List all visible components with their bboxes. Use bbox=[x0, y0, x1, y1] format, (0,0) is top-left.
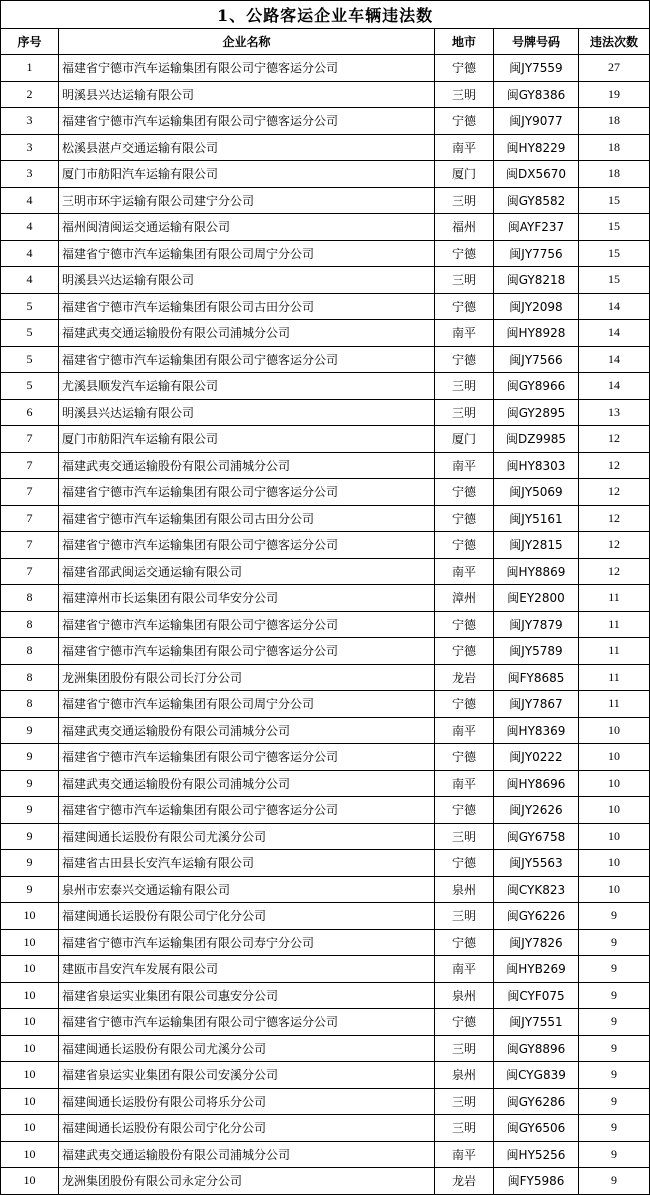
cell-count: 9 bbox=[579, 903, 650, 930]
cell-company: 福建省泉运实业集团有限公司安溪分公司 bbox=[59, 1062, 435, 1089]
cell-city: 宁德 bbox=[435, 108, 494, 135]
table-row bbox=[1, 293, 650, 320]
cell-company: 福建漳州市长运集团有限公司华安分公司 bbox=[59, 585, 435, 612]
cell-rank: 8 bbox=[1, 664, 59, 691]
header-count: 违法次数 bbox=[579, 29, 650, 55]
cell-plate: 闽JY2626 bbox=[494, 797, 579, 824]
cell-rank: 10 bbox=[1, 1141, 59, 1168]
cell-rank: 3 bbox=[1, 161, 59, 188]
cell-plate: 闽JY7867 bbox=[494, 691, 579, 718]
cell-rank: 10 bbox=[1, 1168, 59, 1195]
cell-count: 11 bbox=[579, 664, 650, 691]
cell-count: 9 bbox=[579, 1062, 650, 1089]
cell-company: 松溪县湛卢交通运输有限公司 bbox=[59, 134, 435, 161]
table-row bbox=[1, 532, 650, 559]
cell-city: 宁德 bbox=[435, 293, 494, 320]
cell-rank: 7 bbox=[1, 505, 59, 532]
cell-rank: 10 bbox=[1, 903, 59, 930]
table-row bbox=[1, 1062, 650, 1089]
cell-count: 9 bbox=[579, 1168, 650, 1195]
cell-company: 明溪县兴达运输有限公司 bbox=[59, 81, 435, 108]
cell-count: 12 bbox=[579, 558, 650, 585]
cell-rank: 9 bbox=[1, 823, 59, 850]
cell-company: 福建省宁德市汽车运输集团有限公司宁德客运分公司 bbox=[59, 797, 435, 824]
cell-company: 尤溪县顺发汽车运输有限公司 bbox=[59, 373, 435, 400]
cell-count: 10 bbox=[579, 850, 650, 877]
table-row bbox=[1, 346, 650, 373]
cell-rank: 4 bbox=[1, 240, 59, 267]
table-row bbox=[1, 1115, 650, 1142]
table-row bbox=[1, 982, 650, 1009]
cell-company: 龙洲集团股份有限公司长汀分公司 bbox=[59, 664, 435, 691]
table-row bbox=[1, 1168, 650, 1195]
cell-city: 宁德 bbox=[435, 55, 494, 82]
cell-count: 14 bbox=[579, 346, 650, 373]
table-row bbox=[1, 161, 650, 188]
cell-rank: 9 bbox=[1, 770, 59, 797]
table-row bbox=[1, 664, 650, 691]
table-row bbox=[1, 1009, 650, 1036]
header-company: 企业名称 bbox=[59, 29, 435, 55]
cell-count: 9 bbox=[579, 1115, 650, 1142]
cell-company: 建瓯市昌安汽车发展有限公司 bbox=[59, 956, 435, 983]
cell-plate: 闽HY8303 bbox=[494, 452, 579, 479]
cell-company: 福建闽通长运股份有限公司尤溪分公司 bbox=[59, 1035, 435, 1062]
table-row bbox=[1, 108, 650, 135]
cell-company: 福建武夷交通运输股份有限公司浦城分公司 bbox=[59, 717, 435, 744]
cell-company: 福建省宁德市汽车运输集团有限公司宁德客运分公司 bbox=[59, 55, 435, 82]
cell-plate: 闽FY5986 bbox=[494, 1168, 579, 1195]
cell-rank: 10 bbox=[1, 1009, 59, 1036]
table-body bbox=[1, 55, 650, 1195]
cell-company: 厦门市舫阳汽车运输有限公司 bbox=[59, 426, 435, 453]
table-row bbox=[1, 505, 650, 532]
cell-plate: 闽DX5670 bbox=[494, 161, 579, 188]
cell-plate: 闽JY7559 bbox=[494, 55, 579, 82]
cell-rank: 7 bbox=[1, 479, 59, 506]
cell-count: 15 bbox=[579, 187, 650, 214]
table-row bbox=[1, 744, 650, 771]
cell-city: 三明 bbox=[435, 1115, 494, 1142]
cell-company: 厦门市舫阳汽车运输有限公司 bbox=[59, 161, 435, 188]
cell-count: 11 bbox=[579, 691, 650, 718]
table-row bbox=[1, 797, 650, 824]
cell-rank: 9 bbox=[1, 850, 59, 877]
table-row bbox=[1, 1035, 650, 1062]
cell-count: 10 bbox=[579, 770, 650, 797]
cell-plate: 闽JY9077 bbox=[494, 108, 579, 135]
cell-rank: 10 bbox=[1, 1035, 59, 1062]
cell-rank: 10 bbox=[1, 929, 59, 956]
cell-company: 福建省古田县长安汽车运输有限公司 bbox=[59, 850, 435, 877]
cell-company: 明溪县兴达运输有限公司 bbox=[59, 399, 435, 426]
cell-city: 三明 bbox=[435, 1088, 494, 1115]
cell-rank: 8 bbox=[1, 585, 59, 612]
cell-city: 三明 bbox=[435, 187, 494, 214]
cell-count: 12 bbox=[579, 479, 650, 506]
cell-plate: 闽JY7551 bbox=[494, 1009, 579, 1036]
cell-city: 宁德 bbox=[435, 479, 494, 506]
cell-count: 13 bbox=[579, 399, 650, 426]
cell-rank: 5 bbox=[1, 346, 59, 373]
cell-company: 福州闽清闽运交通运输有限公司 bbox=[59, 214, 435, 241]
cell-plate: 闽DZ9985 bbox=[494, 426, 579, 453]
table-row bbox=[1, 691, 650, 718]
cell-company: 福建省邵武闽运交通运输有限公司 bbox=[59, 558, 435, 585]
cell-company: 福建武夷交通运输股份有限公司浦城分公司 bbox=[59, 770, 435, 797]
cell-city: 三明 bbox=[435, 267, 494, 294]
cell-city: 宁德 bbox=[435, 744, 494, 771]
cell-company: 福建闽通长运股份有限公司尤溪分公司 bbox=[59, 823, 435, 850]
cell-count: 10 bbox=[579, 823, 650, 850]
cell-plate: 闽GY8386 bbox=[494, 81, 579, 108]
cell-city: 南平 bbox=[435, 770, 494, 797]
table-row bbox=[1, 929, 650, 956]
cell-rank: 10 bbox=[1, 982, 59, 1009]
cell-rank: 7 bbox=[1, 532, 59, 559]
table-row bbox=[1, 426, 650, 453]
cell-rank: 3 bbox=[1, 108, 59, 135]
cell-company: 三明市环宇运输有限公司建宁分公司 bbox=[59, 187, 435, 214]
cell-company: 福建闽通长运股份有限公司宁化分公司 bbox=[59, 903, 435, 930]
cell-rank: 5 bbox=[1, 320, 59, 347]
cell-company: 福建闽通长运股份有限公司宁化分公司 bbox=[59, 1115, 435, 1142]
cell-count: 9 bbox=[579, 982, 650, 1009]
cell-company: 福建省宁德市汽车运输集团有限公司宁德客运分公司 bbox=[59, 479, 435, 506]
cell-rank: 7 bbox=[1, 452, 59, 479]
cell-city: 南平 bbox=[435, 956, 494, 983]
cell-city: 宁德 bbox=[435, 240, 494, 267]
cell-count: 12 bbox=[579, 532, 650, 559]
cell-count: 10 bbox=[579, 717, 650, 744]
table-row bbox=[1, 373, 650, 400]
cell-count: 15 bbox=[579, 214, 650, 241]
cell-count: 10 bbox=[579, 797, 650, 824]
table-title: 1、公路客运企业车辆违法数 bbox=[1, 1, 650, 29]
cell-city: 宁德 bbox=[435, 532, 494, 559]
cell-count: 14 bbox=[579, 293, 650, 320]
cell-city: 南平 bbox=[435, 134, 494, 161]
cell-plate: 闽GY6758 bbox=[494, 823, 579, 850]
table-row bbox=[1, 903, 650, 930]
cell-city: 龙岩 bbox=[435, 1168, 494, 1195]
cell-company: 福建省宁德市汽车运输集团有限公司周宁分公司 bbox=[59, 691, 435, 718]
cell-city: 福州 bbox=[435, 214, 494, 241]
cell-plate: 闽GY8582 bbox=[494, 187, 579, 214]
cell-company: 福建武夷交通运输股份有限公司浦城分公司 bbox=[59, 452, 435, 479]
cell-company: 泉州市宏泰兴交通运输有限公司 bbox=[59, 876, 435, 903]
cell-rank: 10 bbox=[1, 1088, 59, 1115]
cell-company: 龙洲集团股份有限公司永定分公司 bbox=[59, 1168, 435, 1195]
cell-company: 福建省宁德市汽车运输集团有限公司古田分公司 bbox=[59, 505, 435, 532]
cell-city: 宁德 bbox=[435, 638, 494, 665]
cell-plate: 闽JY7826 bbox=[494, 929, 579, 956]
cell-plate: 闽HY8869 bbox=[494, 558, 579, 585]
cell-count: 12 bbox=[579, 452, 650, 479]
cell-city: 厦门 bbox=[435, 426, 494, 453]
cell-count: 14 bbox=[579, 320, 650, 347]
cell-rank: 4 bbox=[1, 267, 59, 294]
cell-city: 漳州 bbox=[435, 585, 494, 612]
table-row bbox=[1, 214, 650, 241]
cell-count: 15 bbox=[579, 240, 650, 267]
cell-count: 15 bbox=[579, 267, 650, 294]
cell-rank: 2 bbox=[1, 81, 59, 108]
table-row bbox=[1, 823, 650, 850]
cell-plate: 闽GY8218 bbox=[494, 267, 579, 294]
cell-rank: 4 bbox=[1, 187, 59, 214]
table-row bbox=[1, 638, 650, 665]
cell-city: 南平 bbox=[435, 1141, 494, 1168]
cell-count: 10 bbox=[579, 876, 650, 903]
table-row bbox=[1, 452, 650, 479]
cell-rank: 10 bbox=[1, 956, 59, 983]
cell-rank: 7 bbox=[1, 426, 59, 453]
table-row bbox=[1, 399, 650, 426]
cell-count: 19 bbox=[579, 81, 650, 108]
cell-count: 10 bbox=[579, 744, 650, 771]
cell-rank: 5 bbox=[1, 373, 59, 400]
table-row bbox=[1, 240, 650, 267]
cell-city: 宁德 bbox=[435, 929, 494, 956]
cell-rank: 10 bbox=[1, 1115, 59, 1142]
cell-plate: 闽HY8369 bbox=[494, 717, 579, 744]
table-row bbox=[1, 267, 650, 294]
cell-plate: 闽GY2895 bbox=[494, 399, 579, 426]
cell-company: 福建省宁德市汽车运输集团有限公司宁德客运分公司 bbox=[59, 1009, 435, 1036]
cell-rank: 4 bbox=[1, 214, 59, 241]
cell-city: 宁德 bbox=[435, 505, 494, 532]
cell-company: 福建武夷交通运输股份有限公司浦城分公司 bbox=[59, 320, 435, 347]
cell-city: 三明 bbox=[435, 373, 494, 400]
header-rank: 序号 bbox=[1, 29, 59, 55]
cell-company: 福建省宁德市汽车运输集团有限公司寿宁分公司 bbox=[59, 929, 435, 956]
table-row bbox=[1, 134, 650, 161]
cell-count: 11 bbox=[579, 638, 650, 665]
cell-plate: 闽HY8229 bbox=[494, 134, 579, 161]
cell-count: 11 bbox=[579, 611, 650, 638]
cell-plate: 闽JY7566 bbox=[494, 346, 579, 373]
cell-company: 明溪县兴达运输有限公司 bbox=[59, 267, 435, 294]
header-row bbox=[1, 29, 650, 55]
cell-plate: 闽CYK823 bbox=[494, 876, 579, 903]
cell-city: 宁德 bbox=[435, 797, 494, 824]
cell-city: 宁德 bbox=[435, 346, 494, 373]
cell-city: 龙岩 bbox=[435, 664, 494, 691]
cell-plate: 闽GY6226 bbox=[494, 903, 579, 930]
cell-city: 宁德 bbox=[435, 611, 494, 638]
table-row bbox=[1, 81, 650, 108]
cell-count: 11 bbox=[579, 585, 650, 612]
table-row bbox=[1, 956, 650, 983]
cell-rank: 9 bbox=[1, 744, 59, 771]
cell-company: 福建省宁德市汽车运输集团有限公司宁德客运分公司 bbox=[59, 108, 435, 135]
table-row bbox=[1, 717, 650, 744]
cell-count: 27 bbox=[579, 55, 650, 82]
table-row bbox=[1, 187, 650, 214]
cell-plate: 闽GY8966 bbox=[494, 373, 579, 400]
cell-count: 9 bbox=[579, 1141, 650, 1168]
cell-city: 三明 bbox=[435, 823, 494, 850]
table-row bbox=[1, 55, 650, 82]
cell-plate: 闽JY7756 bbox=[494, 240, 579, 267]
cell-city: 泉州 bbox=[435, 1062, 494, 1089]
cell-company: 福建省宁德市汽车运输集团有限公司古田分公司 bbox=[59, 293, 435, 320]
cell-city: 宁德 bbox=[435, 850, 494, 877]
table-row bbox=[1, 1088, 650, 1115]
cell-plate: 闽CYG839 bbox=[494, 1062, 579, 1089]
header-plate: 号牌号码 bbox=[494, 29, 579, 55]
cell-rank: 9 bbox=[1, 797, 59, 824]
cell-plate: 闽GY8896 bbox=[494, 1035, 579, 1062]
cell-plate: 闽JY2815 bbox=[494, 532, 579, 559]
cell-plate: 闽GY6286 bbox=[494, 1088, 579, 1115]
cell-plate: 闽HYB269 bbox=[494, 956, 579, 983]
cell-company: 福建省宁德市汽车运输集团有限公司宁德客运分公司 bbox=[59, 532, 435, 559]
cell-plate: 闽FY8685 bbox=[494, 664, 579, 691]
cell-count: 9 bbox=[579, 956, 650, 983]
cell-city: 三明 bbox=[435, 1035, 494, 1062]
cell-count: 18 bbox=[579, 161, 650, 188]
cell-count: 9 bbox=[579, 1088, 650, 1115]
cell-rank: 6 bbox=[1, 399, 59, 426]
table-row bbox=[1, 876, 650, 903]
table-row bbox=[1, 585, 650, 612]
cell-plate: 闽JY0222 bbox=[494, 744, 579, 771]
cell-count: 12 bbox=[579, 426, 650, 453]
cell-city: 南平 bbox=[435, 717, 494, 744]
cell-company: 福建省宁德市汽车运输集团有限公司宁德客运分公司 bbox=[59, 744, 435, 771]
cell-plate: 闽HY5256 bbox=[494, 1141, 579, 1168]
cell-company: 福建武夷交通运输股份有限公司浦城分公司 bbox=[59, 1141, 435, 1168]
cell-city: 泉州 bbox=[435, 982, 494, 1009]
cell-plate: 闽CYF075 bbox=[494, 982, 579, 1009]
table-row bbox=[1, 1141, 650, 1168]
cell-count: 9 bbox=[579, 1009, 650, 1036]
table-row bbox=[1, 479, 650, 506]
cell-plate: 闽GY6506 bbox=[494, 1115, 579, 1142]
table-row bbox=[1, 320, 650, 347]
cell-company: 福建省宁德市汽车运输集团有限公司周宁分公司 bbox=[59, 240, 435, 267]
cell-count: 18 bbox=[579, 108, 650, 135]
cell-company: 福建省宁德市汽车运输集团有限公司宁德客运分公司 bbox=[59, 638, 435, 665]
cell-plate: 闽JY5069 bbox=[494, 479, 579, 506]
cell-rank: 8 bbox=[1, 638, 59, 665]
cell-rank: 1 bbox=[1, 55, 59, 82]
cell-city: 宁德 bbox=[435, 1009, 494, 1036]
table-row bbox=[1, 558, 650, 585]
cell-rank: 9 bbox=[1, 717, 59, 744]
cell-rank: 10 bbox=[1, 1062, 59, 1089]
cell-city: 厦门 bbox=[435, 161, 494, 188]
cell-plate: 闽JY5563 bbox=[494, 850, 579, 877]
cell-count: 9 bbox=[579, 1035, 650, 1062]
cell-city: 南平 bbox=[435, 320, 494, 347]
cell-company: 福建省泉运实业集团有限公司惠安分公司 bbox=[59, 982, 435, 1009]
cell-rank: 9 bbox=[1, 876, 59, 903]
table-row bbox=[1, 770, 650, 797]
cell-rank: 8 bbox=[1, 611, 59, 638]
cell-city: 泉州 bbox=[435, 876, 494, 903]
cell-plate: 闽JY7879 bbox=[494, 611, 579, 638]
cell-plate: 闽JY5161 bbox=[494, 505, 579, 532]
cell-rank: 3 bbox=[1, 134, 59, 161]
title-row bbox=[1, 1, 650, 29]
cell-rank: 7 bbox=[1, 558, 59, 585]
cell-count: 18 bbox=[579, 134, 650, 161]
cell-plate: 闽JY2098 bbox=[494, 293, 579, 320]
cell-count: 14 bbox=[579, 373, 650, 400]
cell-company: 福建省宁德市汽车运输集团有限公司宁德客运分公司 bbox=[59, 611, 435, 638]
cell-plate: 闽AYF237 bbox=[494, 214, 579, 241]
cell-city: 南平 bbox=[435, 452, 494, 479]
cell-company: 福建省宁德市汽车运输集团有限公司宁德客运分公司 bbox=[59, 346, 435, 373]
cell-plate: 闽HY8928 bbox=[494, 320, 579, 347]
cell-company: 福建闽通长运股份有限公司将乐分公司 bbox=[59, 1088, 435, 1115]
cell-city: 三明 bbox=[435, 81, 494, 108]
cell-count: 9 bbox=[579, 929, 650, 956]
cell-city: 宁德 bbox=[435, 691, 494, 718]
cell-plate: 闽JY5789 bbox=[494, 638, 579, 665]
cell-city: 南平 bbox=[435, 558, 494, 585]
cell-rank: 8 bbox=[1, 691, 59, 718]
cell-rank: 5 bbox=[1, 293, 59, 320]
cell-city: 三明 bbox=[435, 903, 494, 930]
cell-plate: 闽HY8696 bbox=[494, 770, 579, 797]
table-row bbox=[1, 850, 650, 877]
cell-count: 12 bbox=[579, 505, 650, 532]
cell-city: 三明 bbox=[435, 399, 494, 426]
cell-plate: 闽EY2800 bbox=[494, 585, 579, 612]
header-city: 地市 bbox=[435, 29, 494, 55]
table-row bbox=[1, 611, 650, 638]
